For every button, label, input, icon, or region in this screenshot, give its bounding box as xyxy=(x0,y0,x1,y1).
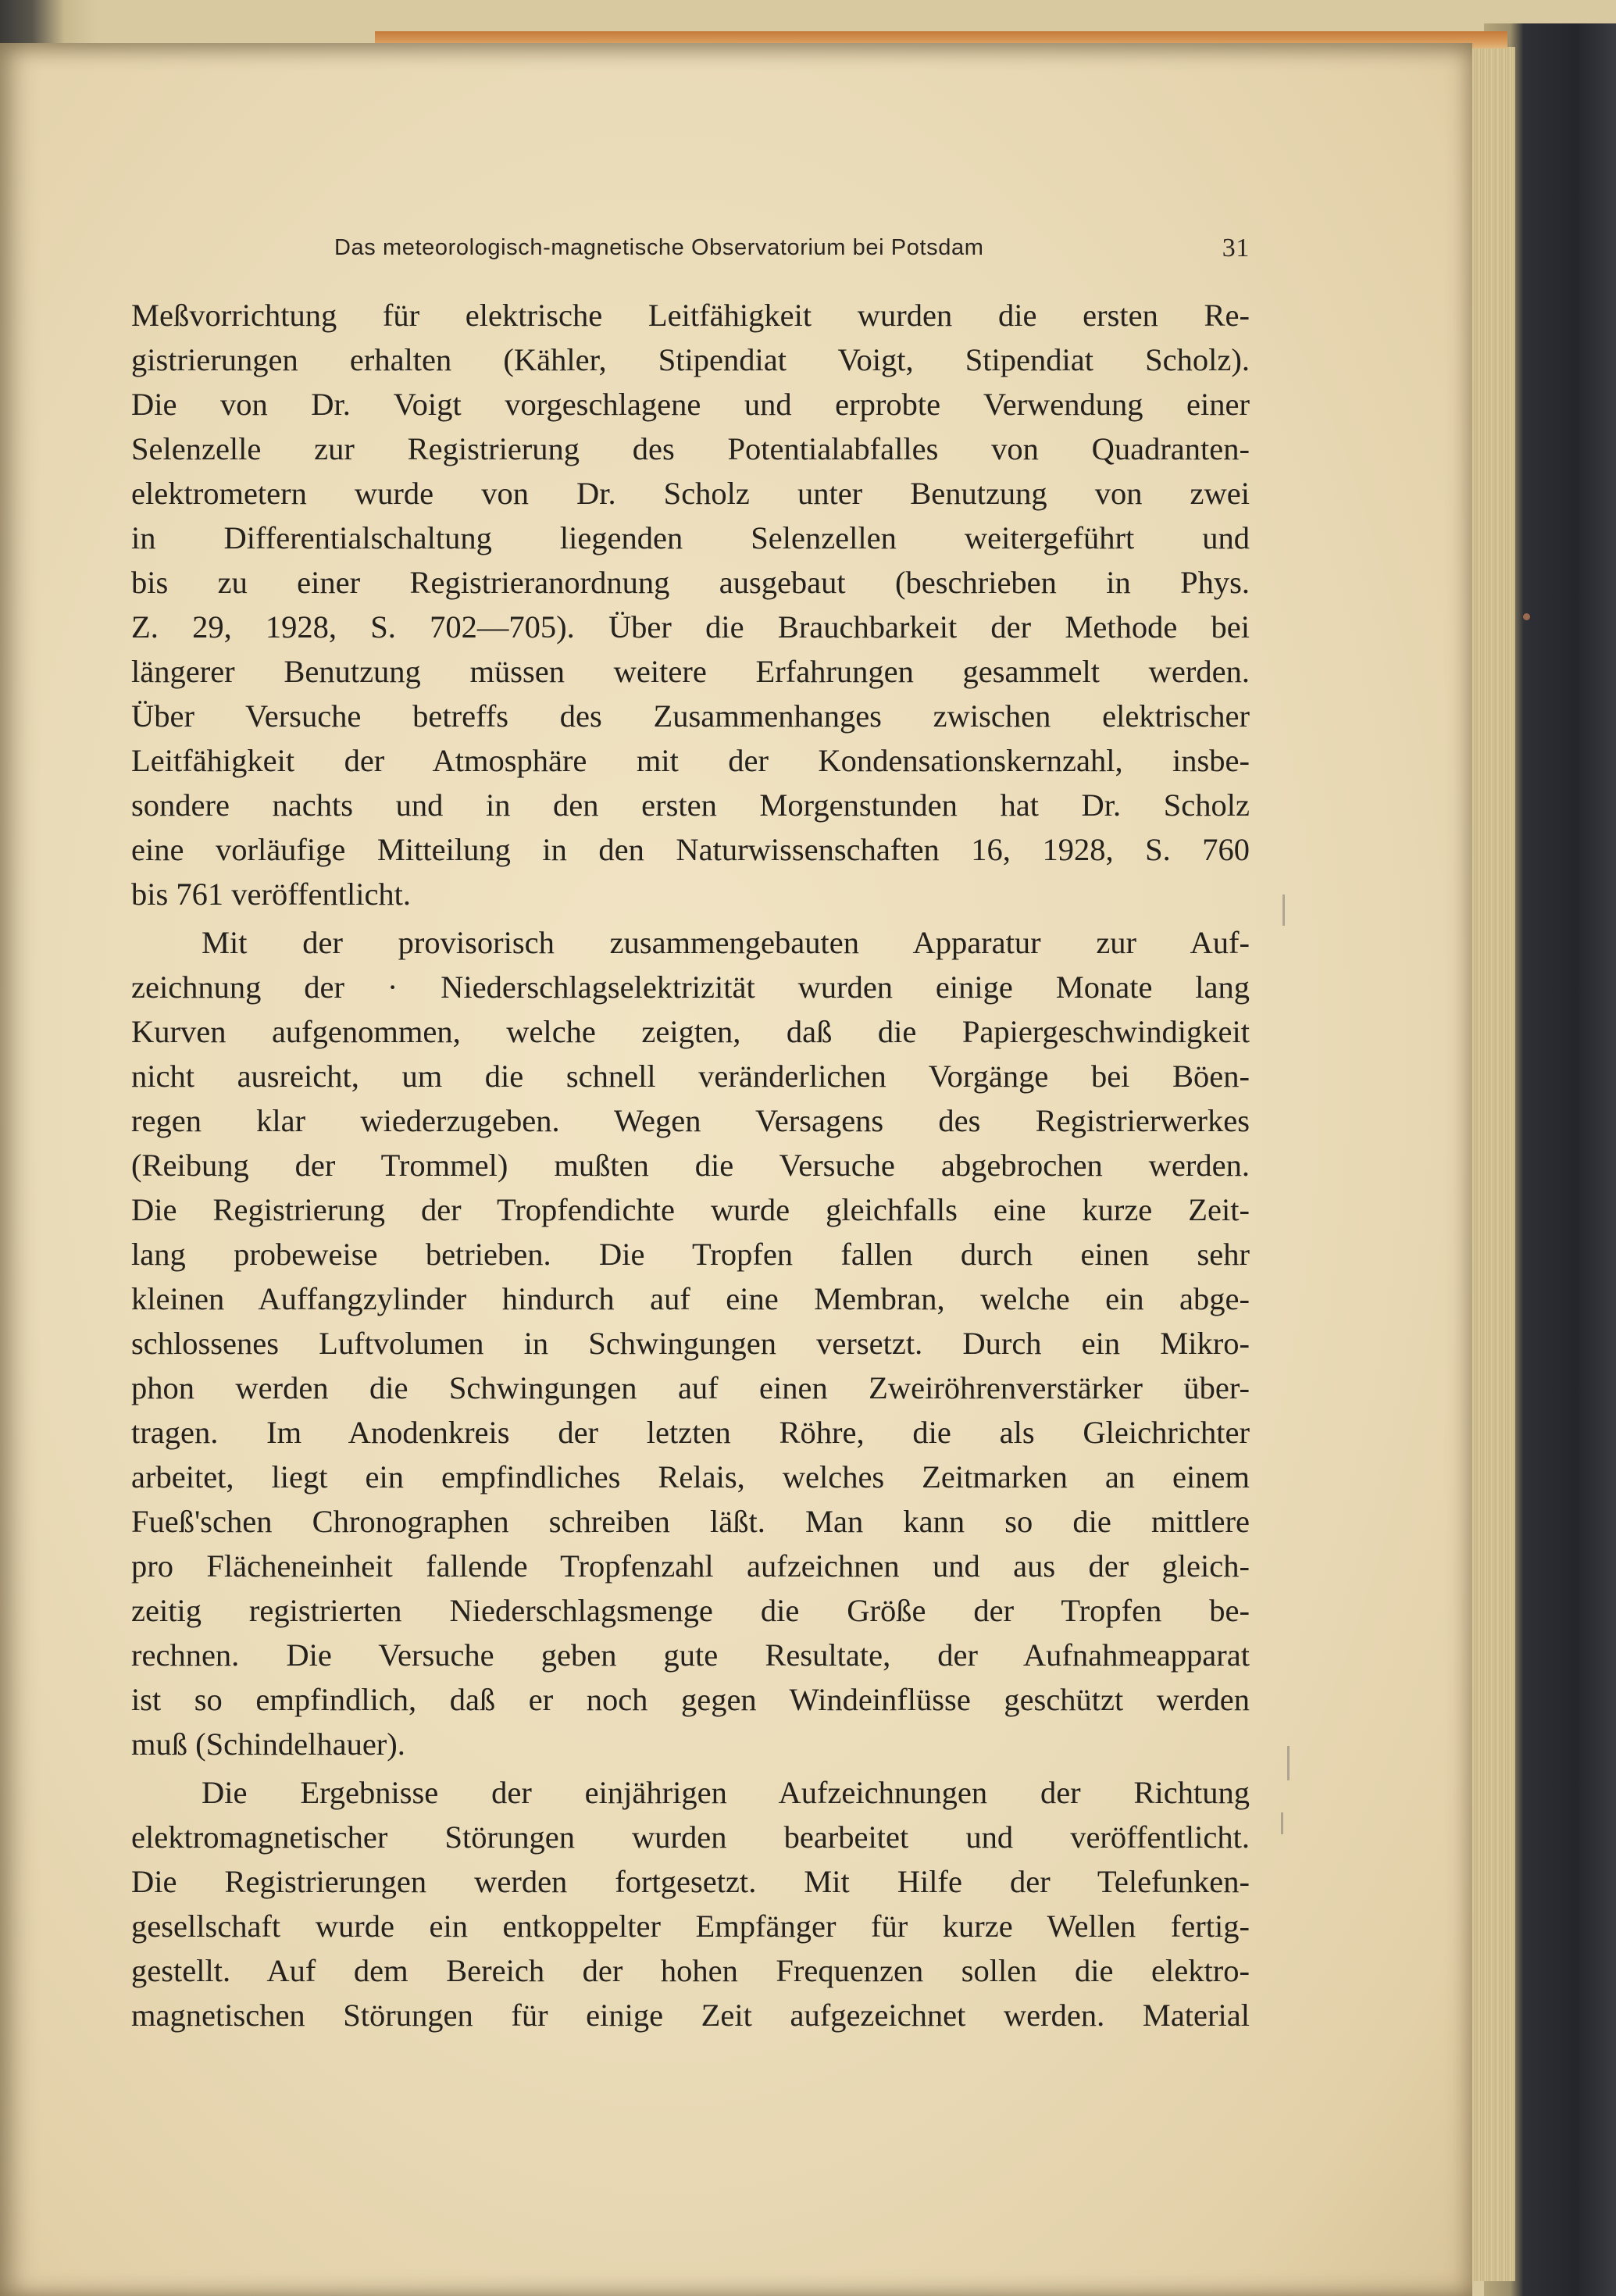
text-line: phon werden die Schwingungen auf einen Zweiröhrenverstärker über- xyxy=(131,1370,1250,1405)
text-line: regen klar wiederzugeben. Wegen Versagens des Registrierwerkes xyxy=(131,1103,1250,1138)
text-line: gestellt. Auf dem Bereich der hohen Frequenzen sollen die elektro- xyxy=(131,1953,1250,1988)
text-line: Leitfähigkeit der Atmosphäre mit der Kondensationskernzahl, insbe- xyxy=(131,743,1250,778)
paragraph-2 xyxy=(131,920,1250,1766)
text-line: pro Flächeneinheit fallende Tropfenzahl aufzeichnen und aus der gleich- xyxy=(131,1548,1250,1584)
page-edges xyxy=(1468,47,1515,2281)
text-line: lang probeweise betrieben. Die Tropfen fallen durch einen sehr xyxy=(131,1237,1250,1272)
text-line: schlossenes Luftvolumen in Schwingungen versetzt. Durch ein Mikro- xyxy=(131,1326,1250,1361)
body-text xyxy=(131,293,1250,2037)
text-line: elektromagnetischer Störungen wurden bearbeitet und veröffentlicht. xyxy=(131,1819,1250,1855)
book-page xyxy=(0,43,1472,2296)
text-line: (Reibung der Trommel) mußten die Versuche abgebrochen werden. xyxy=(131,1148,1250,1183)
margin-mark xyxy=(1281,1812,1283,1834)
text-line: Selenzelle zur Registrierung des Potentialabfalles von Quadranten- xyxy=(131,431,1250,466)
text-line: rechnen. Die Versuche geben gute Resultate, der Aufnahmeapparat xyxy=(131,1637,1250,1673)
text-line: bis 761 veröffentlicht. xyxy=(131,877,412,912)
margin-mark xyxy=(1287,1746,1290,1780)
text-line: arbeitet, liegt ein empfindliches Relais, welches Zeitmarken an einem xyxy=(131,1459,1250,1494)
text-line: ist so empfindlich, daß er noch gegen Windeinflüsse geschützt werden xyxy=(131,1682,1250,1717)
text-line: eine vorläufige Mitteilung in den Naturwissenschaften 16, 1928, S. 760 xyxy=(131,832,1250,867)
text-line: magnetischen Störungen für einige Zeit aufgezeichnet werden. Material xyxy=(131,1998,1250,2033)
text-line: elektrometern wurde von Dr. Scholz unter Benutzung von zwei xyxy=(131,476,1250,511)
page-header xyxy=(334,235,1250,266)
running-title: Das meteorologisch-magnetische Observatorium bei Potsdam xyxy=(334,235,984,260)
text-line: Die Registrierung der Tropfendichte wurde gleichfalls eine kurze Zeit- xyxy=(131,1192,1250,1227)
text-line: Mit der provisorisch zusammengebauten Apparatur zur Auf- xyxy=(202,925,1250,960)
text-line: zeitig registrierten Niederschlagsmenge die Größe der Tropfen be- xyxy=(131,1593,1250,1628)
text-line: Fueß'schen Chronographen schreiben läßt. Man kann so die mittlere xyxy=(131,1504,1250,1539)
text-line: zeichnung der · Niederschlagselektrizität wurden einige Monate lang xyxy=(131,969,1250,1005)
paragraph-3 xyxy=(131,1770,1250,2037)
text-line: bis zu einer Registrieranordnung ausgebaut (beschrieben in Phys. xyxy=(131,565,1250,600)
text-line: Die Registrierungen werden fortgesetzt. Mit Hilfe der Telefunken- xyxy=(131,1864,1250,1899)
text-line: längerer Benutzung müssen weitere Erfahrungen gesammelt werden. xyxy=(131,654,1250,689)
text-line: gesellschaft wurde ein entkoppelter Empfänger für kurze Wellen fertig- xyxy=(131,1909,1250,1944)
text-line: Kurven aufgenommen, welche zeigten, daß die Papiergeschwindigkeit xyxy=(131,1014,1250,1049)
paragraph-1 xyxy=(131,293,1250,916)
text-line: Z. 29, 1928, S. 702—705). Über die Brauchbarkeit der Methode bei xyxy=(131,609,1250,645)
text-line: tragen. Im Anodenkreis der letzten Röhre, die als Gleichrichter xyxy=(131,1415,1250,1450)
text-line: Meßvorrichtung für elektrische Leitfähigkeit wurden die ersten Re- xyxy=(131,298,1250,333)
text-line: Die von Dr. Voigt vorgeschlagene und erprobte Verwendung einer xyxy=(131,387,1250,422)
text-line: nicht ausreicht, um die schnell veränderlichen Vorgänge bei Böen- xyxy=(131,1059,1250,1094)
text-line: Die Ergebnisse der einjährigen Aufzeichnungen der Richtung xyxy=(202,1775,1250,1810)
margin-dot xyxy=(1523,613,1530,620)
margin-mark xyxy=(1282,894,1285,926)
text-line: gistrierungen erhalten (Kähler, Stipendiat Voigt, Stipendiat Scholz). xyxy=(131,342,1250,377)
text-line: in Differentialschaltung liegenden Selenzellen weitergeführt und xyxy=(131,520,1250,555)
page-number: 31 xyxy=(1222,234,1250,262)
text-line: kleinen Auffangzylinder hindurch auf eine Membran, welche ein abge- xyxy=(131,1281,1250,1316)
text-line: Über Versuche betreffs des Zusammenhanges zwischen elektrischer xyxy=(131,698,1250,734)
text-line: sondere nachts und in den ersten Morgenstunden hat Dr. Scholz xyxy=(131,787,1250,823)
text-line: muß (Schindelhauer). xyxy=(131,1726,405,1762)
